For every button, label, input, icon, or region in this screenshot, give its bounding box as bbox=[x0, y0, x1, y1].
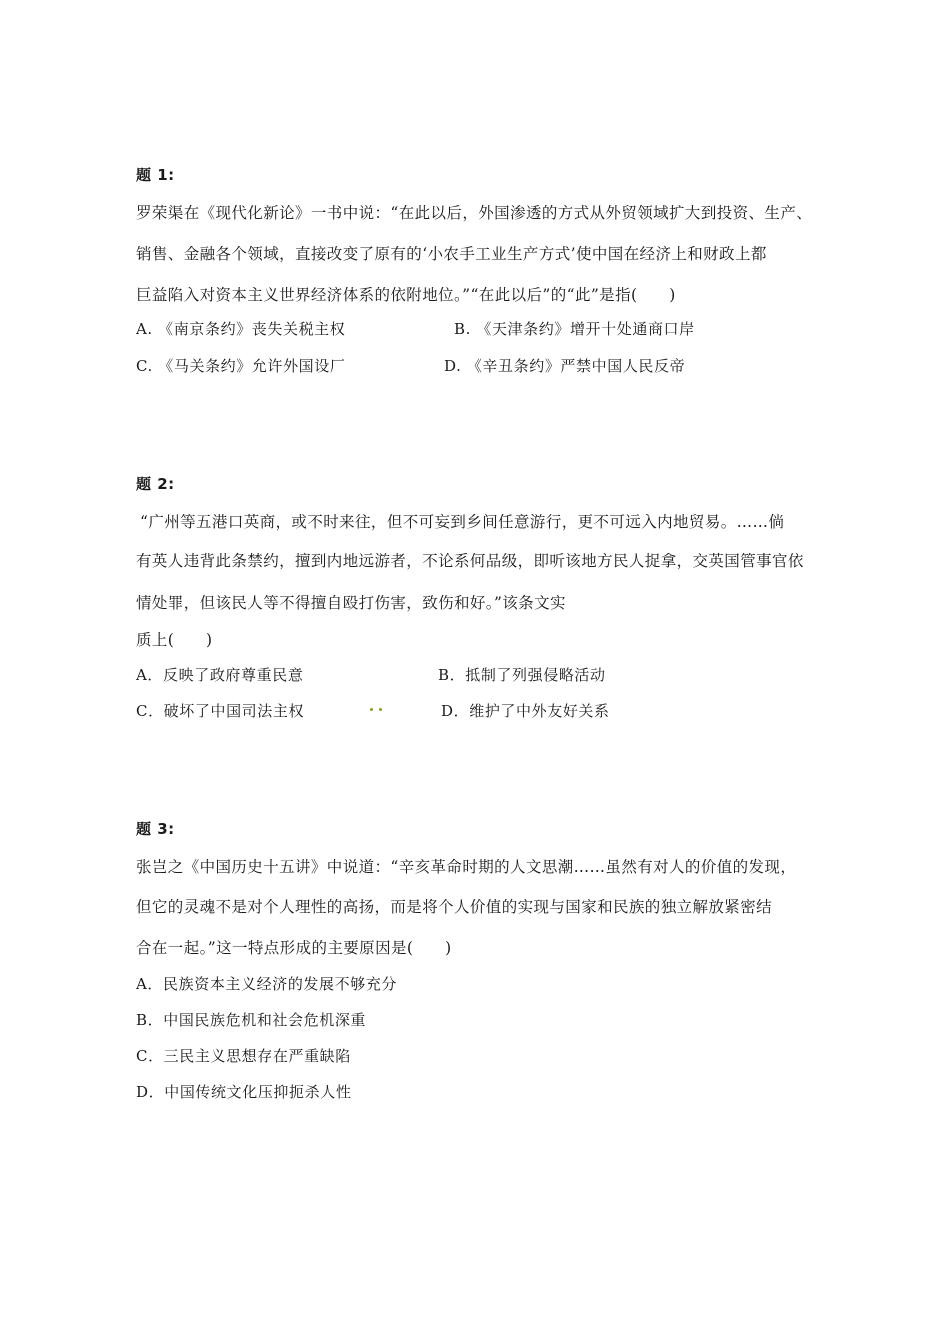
question-3-option-b[interactable]: B．中国民族危机和社会危机深重 bbox=[136, 1011, 367, 1029]
question-2-stem-line-1: “广州等五港口英商，或不时来往，但不可妄到乡间任意游行，更不可远入内地贸易。……倘 bbox=[140, 513, 785, 531]
question-1-option-c[interactable]: C. 《马关条约》允许外国设厂 bbox=[136, 357, 346, 375]
question-1-stem-line-2: 销售、金融各个领域，直接改变了原有的‘小农手工业生产方式’使中国在经济上和财政上都 bbox=[136, 245, 767, 263]
question-1-stem-line-3: 巨益陷入对资本主义世界经济体系的依附地位。”“在此以后”的“此”是指( ) bbox=[136, 286, 676, 304]
question-2-stem-line-2: 有英人违背此条禁约，擅到内地远游者，不论系何品级，即听该地方民人捉拿，交英国管事官依 bbox=[136, 552, 804, 570]
question-2-stem-line-4: 质上( ) bbox=[136, 631, 213, 649]
question-3-option-c[interactable]: C．三民主义思想存在严重缺陷 bbox=[136, 1047, 351, 1065]
question-1-stem-line-1: 罗荣渠在《现代化新论》一书中说：“在此以后，外国渗透的方式从外贸领域扩大到投资、生产、 bbox=[136, 204, 813, 222]
question-2-option-d[interactable]: D．维护了中外友好关系 bbox=[441, 702, 610, 720]
question-2-option-c[interactable]: C．破坏了中国司法主权 bbox=[136, 702, 305, 720]
decorative-dots bbox=[370, 708, 384, 712]
question-3-option-a[interactable]: A．民族资本主义经济的发展不够充分 bbox=[136, 975, 398, 993]
question-3-stem-line-1: 张岂之《中国历史十五讲》中说道：“辛亥革命时期的人文思潮……虽然有对人的价值的发现， bbox=[136, 858, 797, 876]
question-3-stem-line-2: 但它的灵魂不是对个人理性的高扬，而是将个人价值的实现与国家和民族的独立解放紧密结 bbox=[136, 898, 773, 916]
question-1-title: 题 1: bbox=[136, 166, 175, 184]
question-2-option-b[interactable]: B．抵制了列强侵略活动 bbox=[438, 666, 606, 684]
question-1-option-a[interactable]: A. 《南京条约》丧失关税主权 bbox=[136, 320, 346, 338]
question-2-stem-line-3: 情处罪，但该民人等不得擅自殴打伤害，致伤和好。”该条文实 bbox=[136, 594, 566, 612]
question-1-option-b[interactable]: B. 《天津条约》增开十处通商口岸 bbox=[454, 320, 695, 338]
question-3-title: 题 3: bbox=[136, 820, 175, 838]
question-2-option-a[interactable]: A．反映了政府尊重民意 bbox=[136, 666, 304, 684]
question-1-option-d[interactable]: D. 《辛丑条约》严禁中国人民反帝 bbox=[444, 357, 686, 375]
question-3-option-d[interactable]: D．中国传统文化压抑扼杀人性 bbox=[136, 1083, 352, 1101]
question-2-title: 题 2: bbox=[136, 475, 175, 493]
question-3-stem-line-3: 合在一起。”这一特点形成的主要原因是( ) bbox=[136, 939, 452, 957]
